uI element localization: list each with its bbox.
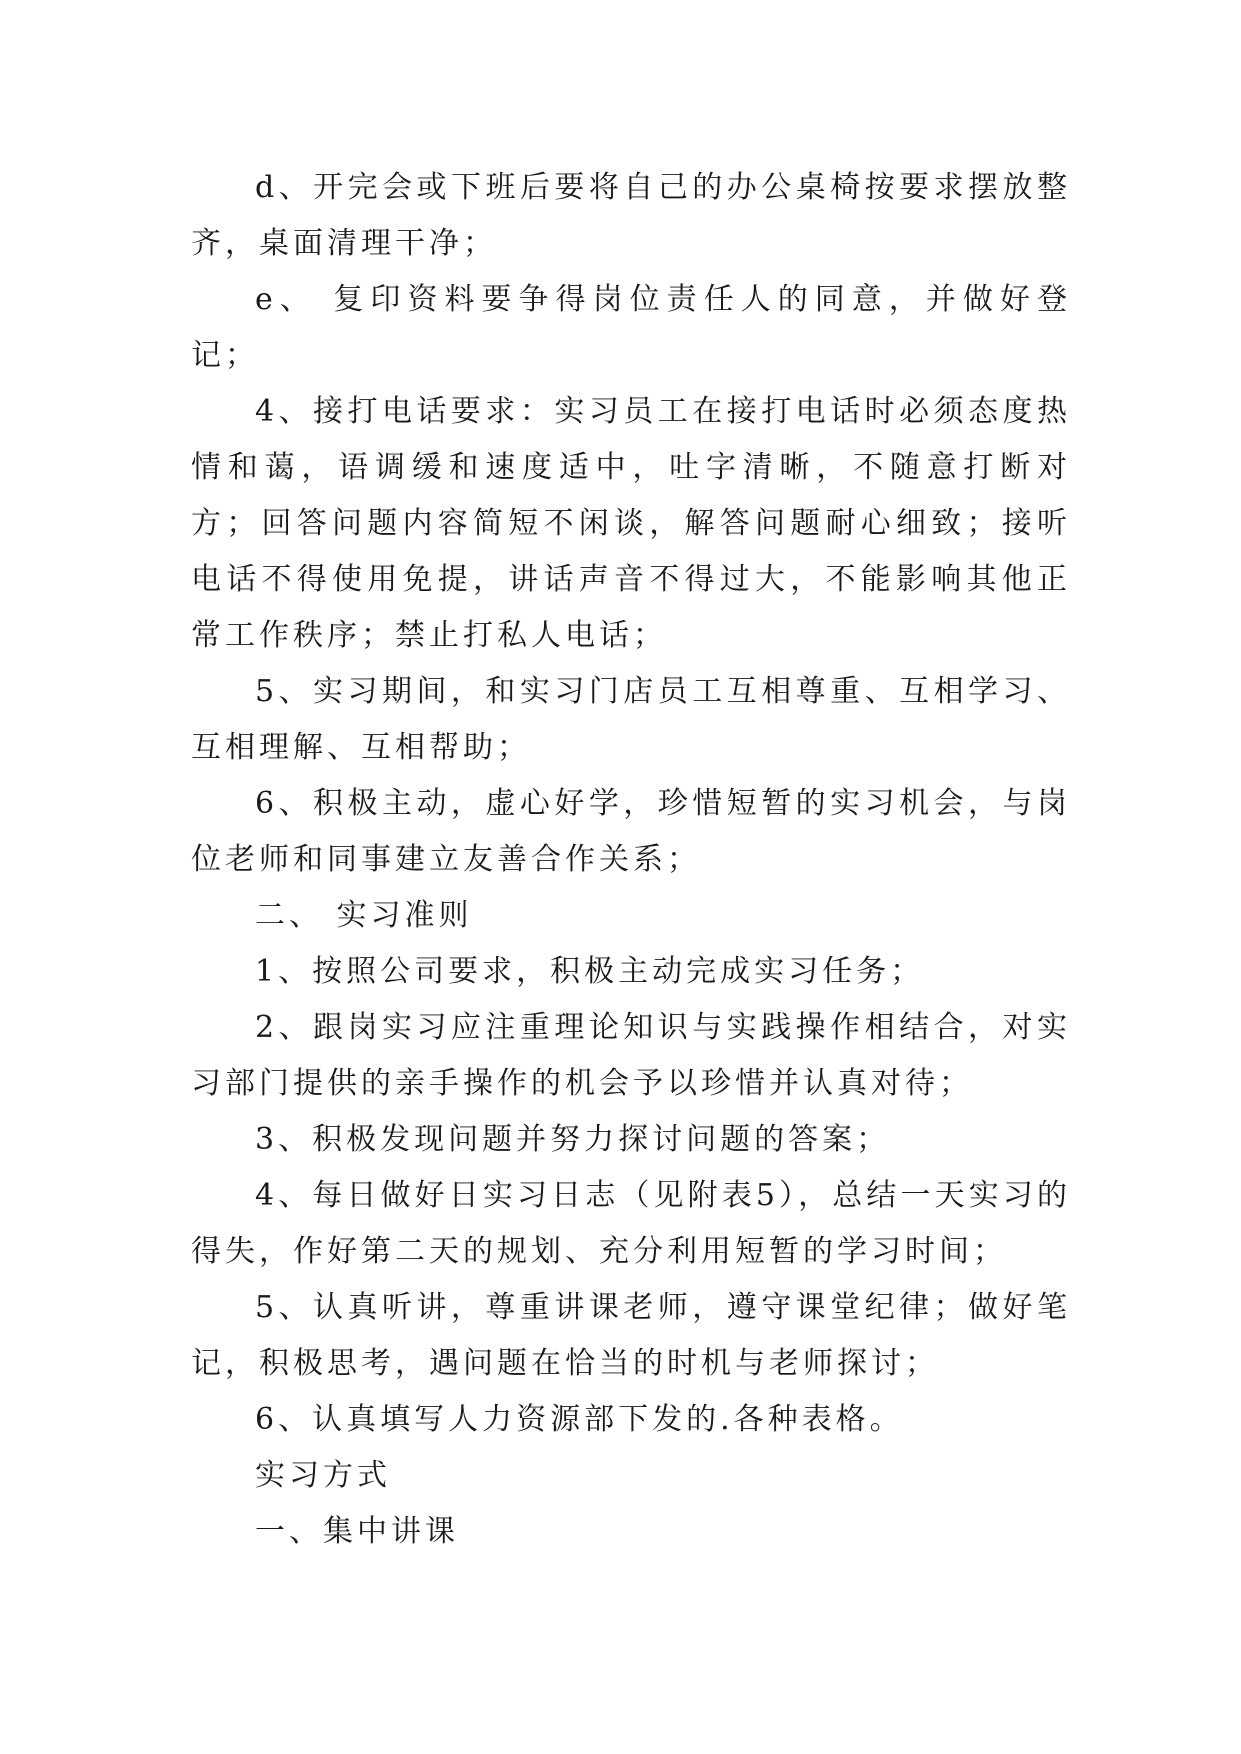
section-heading: 二、 实习准则: [255, 898, 473, 933]
paragraph: 4、每日做好日实习日志（见附表5），总结一天实习的得失，作好第二天的规划、充分利用短暂的学习时间；: [191, 1178, 1071, 1269]
section-heading: 一、集中讲课: [255, 1514, 459, 1549]
paragraph: 5、认真听讲，尊重讲课老师，遵守课堂纪律；做好笔记，积极思考，遇问题在恰当的时机与老师探讨；: [191, 1290, 1071, 1381]
paragraph: 5、实习期间，和实习门店员工互相尊重、互相学习、互相理解、互相帮助；: [191, 674, 1071, 765]
paragraph: 2、跟岗实习应注重理论知识与实践操作相结合，对实习部门提供的亲手操作的机会予以珍惜并认真对待；: [191, 1010, 1071, 1101]
paragraph: 3、积极发现问题并努力探讨问题的答案；: [255, 1122, 891, 1157]
paragraph: 6、认真填写人力资源部下发的.各种表格。: [255, 1402, 904, 1437]
paragraph: 6、积极主动，虚心好学，珍惜短暂的实习机会，与岗位老师和同事建立友善合作关系；: [191, 786, 1071, 877]
document-body: [191, 160, 1071, 1560]
section-heading: 实习方式: [255, 1458, 391, 1493]
paragraph: 4、接打电话要求：实习员工在接打电话时必须态度热情和蔼，语调缓和速度适中，吐字清晰，不随意打断对方；回答问题内容简短不闲谈，解答问题耐心细致；接听电话不得使用免提，讲话声音不得过大，不能影响其他正常工作秩序；禁止打私人电话；: [191, 394, 1071, 653]
paragraph: e、 复印资料要争得岗位责任人的同意，并做好登记；: [191, 282, 1071, 373]
paragraph: 1、按照公司要求，积极主动完成实习任务；: [255, 954, 925, 989]
paragraph: d、开完会或下班后要将自己的办公桌椅按要求摆放整齐，桌面清理干净；: [191, 170, 1071, 261]
